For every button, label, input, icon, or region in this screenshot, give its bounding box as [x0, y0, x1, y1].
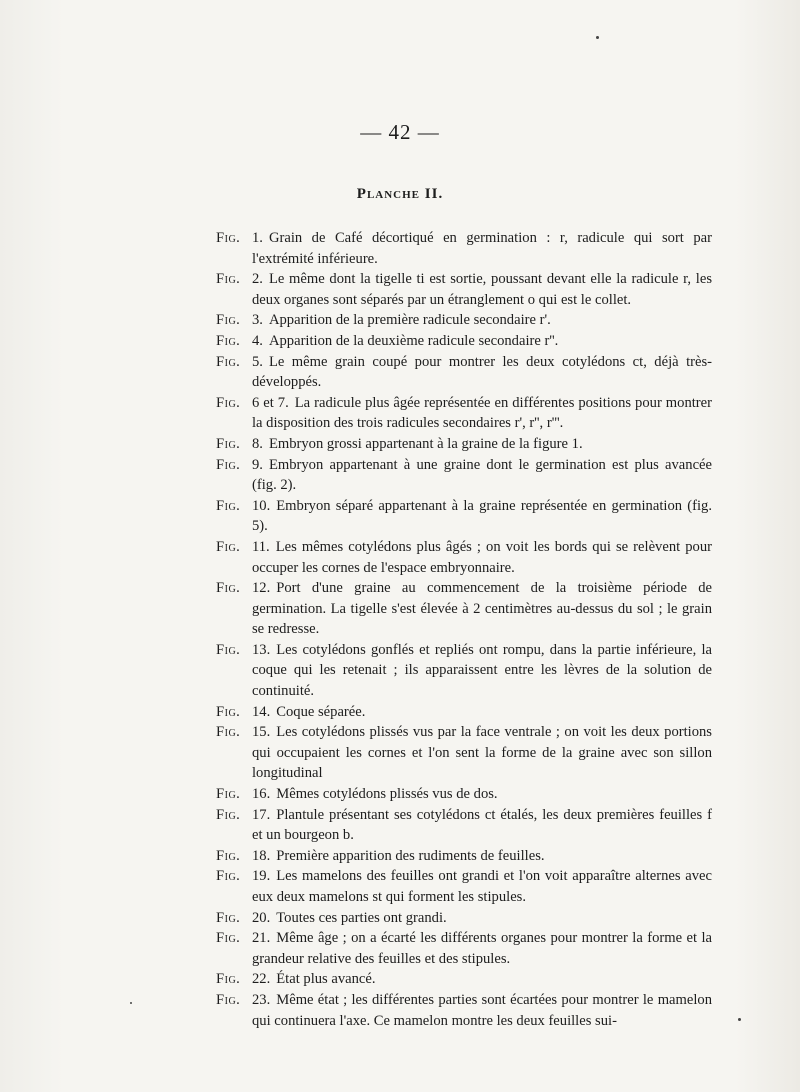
figure-number: 12. — [252, 580, 271, 597]
figure-label: Fig. — [216, 909, 241, 926]
figure-caption: Apparition de la deuxième radicule secondaire r''. — [268, 332, 559, 349]
figure-entry — [216, 455, 712, 496]
figure-entry — [216, 866, 712, 907]
plate-title — [0, 186, 800, 203]
figure-caption: Embryon appartenant à une graine dont le germination est plus avancée (fig. 2). — [252, 456, 712, 494]
figure-caption: La radicule plus âgée représentée en différentes positions pour montrer la disposition des trois radicules secondaires r', r'', r'''. — [252, 394, 712, 432]
figure-body — [252, 455, 712, 496]
figure-number: 21. — [252, 930, 271, 947]
figure-label: Fig. — [216, 435, 241, 452]
figure-body — [252, 434, 712, 455]
figure-entry — [216, 269, 712, 310]
figure-caption: Première apparition des rudiments de feuilles. — [276, 847, 545, 864]
figure-body — [252, 990, 712, 1031]
figure-label: Fig. — [216, 847, 241, 864]
figure-entry — [216, 722, 712, 784]
figure-caption: Toutes ces parties ont grandi. — [276, 909, 447, 926]
figure-caption: Grain de Café décortiqué en germination : r, radicule qui sort par l'extrémité inférieure. — [252, 230, 712, 267]
figure-number: 3. — [252, 312, 263, 329]
figure-number: 14. — [252, 703, 271, 720]
figure-caption: Mêmes cotylédons plissés vus de dos. — [276, 786, 498, 803]
figure-label: Fig. — [216, 230, 241, 246]
figure-caption: État plus avancé. — [276, 971, 376, 988]
figure-label: Fig. — [216, 312, 241, 329]
figure-body — [252, 805, 712, 846]
figure-entry — [216, 805, 712, 846]
figure-label: Fig. — [216, 497, 241, 514]
figure-caption: Les mamelons des feuilles ont grandi et l'on voit apparaître alternes avec eux deux mamelons st qui forment les stipules. — [252, 868, 712, 905]
figure-label: Fig. — [216, 394, 241, 411]
figure-number: 18. — [252, 847, 271, 864]
figure-label: Fig. — [216, 724, 241, 741]
speck — [596, 36, 599, 39]
figure-body — [252, 228, 712, 269]
figure-body — [252, 866, 712, 907]
figure-caption: Même état ; les différentes parties sont écartées pour montrer le mamelon qui continuera l'axe. Ce mamelon montre les deux feuilles sui- — [252, 991, 712, 1029]
figure-label: Fig. — [216, 332, 241, 349]
figure-entry — [216, 496, 712, 537]
figure-caption: Les mêmes cotylédons plus âgés ; on voit les bords qui se relèvent pour occuper les cornes de l'espace embryonnaire. — [252, 538, 712, 576]
figure-number: 5. — [252, 353, 263, 370]
figure-number: 23. — [252, 991, 271, 1008]
figure-caption: Le même grain coupé pour montrer les deux cotylédons ct, déjà très-développés. — [252, 353, 712, 391]
figure-body — [252, 722, 712, 784]
figure-entry — [216, 310, 712, 331]
figure-label: Fig. — [216, 991, 241, 1008]
figure-entry — [216, 908, 712, 929]
speck — [130, 1002, 132, 1004]
figure-body — [252, 537, 712, 578]
plate-title-text: Planche II. — [356, 186, 444, 202]
figure-entry — [216, 990, 712, 1031]
figure-caption: Les cotylédons gonflés et repliés ont rompu, dans la partie inférieure, la coque qui les retenait ; ils apparaissent entre les lèvres de la solution de continuité. — [252, 641, 712, 700]
figure-body — [252, 969, 712, 990]
figure-body — [252, 702, 712, 723]
figure-entry — [216, 702, 712, 723]
figure-caption: Le même dont la tigelle ti est sortie, poussant devant elle la radicule r, les deux organes sont séparés par un étranglement o qui est le collet. — [252, 271, 712, 308]
speck — [738, 1018, 741, 1021]
figure-body — [252, 269, 712, 310]
figure-body — [252, 331, 712, 352]
figure-number: 11. — [252, 538, 270, 555]
figure-body — [252, 784, 712, 805]
figure-caption: Les cotylédons plissés vus par la face ventrale ; on voit les deux portions qui occupaient les cornes et l'on sent la forme de la graine avec son sillon longitudinal — [252, 724, 712, 782]
figure-number: 9. — [252, 456, 263, 473]
figure-number: 2. — [252, 271, 263, 288]
figure-entry — [216, 846, 712, 867]
figure-caption: Embryon séparé appartenant à la graine représentée en germination (fig. 5). — [252, 497, 712, 535]
page-number: — 42 — — [360, 120, 440, 144]
figure-entry — [216, 969, 712, 990]
figure-label: Fig. — [216, 971, 241, 988]
figure-caption: Même âge ; on a écarté les différents organes pour montrer la forme et la grandeur relative des feuilles et des stipules. — [252, 930, 712, 967]
figure-number: 8. — [252, 435, 263, 452]
figure-body — [252, 578, 712, 640]
figure-number: 10. — [252, 497, 271, 514]
figure-label: Fig. — [216, 868, 241, 885]
figure-number: 19. — [252, 868, 271, 885]
figure-caption: Port d'une graine au commencement de la troisième période de germination. La tigelle s'est élevée à 2 centimètres au-dessus du sol ; le grain se redresse. — [252, 580, 712, 638]
figure-label: Fig. — [216, 580, 241, 597]
figure-label: Fig. — [216, 806, 241, 823]
figure-number: 13. — [252, 641, 271, 658]
figure-entry — [216, 640, 712, 702]
figure-label: Fig. — [216, 271, 241, 288]
figure-body — [252, 846, 712, 867]
figure-number: 20. — [252, 909, 271, 926]
figure-label: Fig. — [216, 538, 241, 555]
figure-number: 6 et 7. — [252, 394, 289, 411]
figure-number: 17. — [252, 806, 271, 823]
figure-label: Fig. — [216, 930, 241, 947]
figure-label: Fig. — [216, 353, 241, 370]
figure-entry — [216, 352, 712, 393]
figure-number: 15. — [252, 724, 271, 741]
figure-label: Fig. — [216, 456, 241, 473]
figure-body — [252, 310, 712, 331]
figure-number: 4. — [252, 332, 263, 349]
figure-label: Fig. — [216, 641, 241, 658]
figure-caption: Coque séparée. — [276, 703, 366, 720]
figure-label: Fig. — [216, 786, 241, 803]
figure-number: 1. — [252, 230, 263, 246]
figure-body — [252, 393, 712, 434]
figure-entry — [216, 537, 712, 578]
figure-caption: Plantule présentant ses cotylédons ct étalés, les deux premières feuilles f et un bourgeon b. — [252, 806, 712, 844]
figure-entry — [216, 784, 712, 805]
figure-body — [252, 908, 712, 929]
figure-entry — [216, 393, 712, 434]
figure-entry — [216, 434, 712, 455]
figure-entry — [216, 228, 712, 269]
figure-caption: Embryon grossi appartenant à la graine de la figure 1. — [268, 435, 583, 452]
figure-body — [252, 496, 712, 537]
figure-number: 16. — [252, 786, 271, 803]
figure-caption: Apparition de la première radicule secondaire r'. — [268, 312, 551, 329]
figure-legend-list — [216, 228, 712, 1031]
figure-number: 22. — [252, 971, 271, 988]
figure-entry — [216, 578, 712, 640]
figure-body — [252, 640, 712, 702]
figure-body — [252, 352, 712, 393]
figure-label: Fig. — [216, 703, 241, 720]
figure-entry — [216, 331, 712, 352]
figure-body — [252, 928, 712, 969]
figure-entry — [216, 928, 712, 969]
